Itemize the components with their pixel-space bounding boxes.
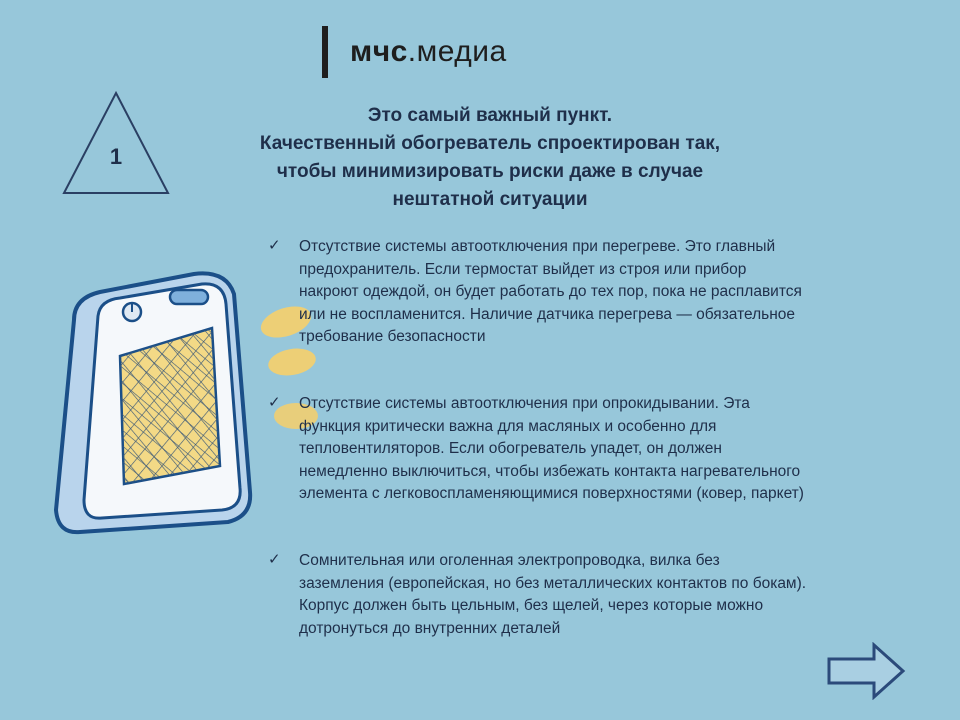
next-arrow-button[interactable] [826, 642, 906, 700]
headline-line: чтобы минимизировать риски даже в случае [276, 161, 704, 182]
headline-line: нештатной ситуации [392, 189, 588, 210]
headline-line: Качественный обогреватель спроектирован так, [259, 133, 721, 154]
bullet-text [299, 393, 917, 506]
bullet-line: предохранитель. Если термостат выйдет из строя или прибор [299, 260, 747, 278]
bullet-line: Сомнительная или оголенная электропроводка, вилка без [299, 552, 720, 569]
bullet-line: Отсутствие системы автоотключения при перегреве. Это главный [299, 238, 776, 255]
bullet-line: немедленно выключиться, чтобы избежать контакта нагревательного [299, 462, 801, 480]
bullet-line: накроют одеждой, он будет работать до тех пор, пока не расплавится [299, 283, 802, 301]
checkmark-icon: ✓ [268, 394, 281, 411]
bullet-text [299, 550, 917, 640]
bullet-line: функция критически важна для масляных и особенно для [299, 417, 717, 435]
arrow-right-icon [826, 642, 906, 700]
headline [170, 102, 810, 214]
brand-logo [322, 24, 507, 80]
bullet-line: дотронуться до внутренних деталей [299, 619, 561, 637]
bullet-line: тепловентиляторов. Если обогреватель упадет, он должен [299, 440, 722, 458]
logo-bar [322, 26, 328, 78]
bullet-line: заземления (европейская, но без металлических контактов по бокам). [299, 574, 807, 592]
bullet-line: Корпус должен быть цельным, без щелей, через которые можно [299, 597, 764, 615]
logo-suffix: .медиа [407, 35, 507, 68]
step-number: 1 [109, 144, 123, 169]
logo-text [350, 35, 507, 69]
logo-brand: мчс [350, 35, 408, 68]
step-triangle-icon [60, 90, 172, 196]
checkmark-icon: ✓ [268, 237, 281, 254]
checkmark-icon: ✓ [268, 551, 281, 568]
bullet-line: Отсутствие системы автоотключения при опрокидывании. Эта [299, 395, 750, 412]
bullet-line: элемента с легковоспламеняющимися поверхностями (ковер, паркет) [299, 485, 804, 503]
bullet-line: требование безопасности [299, 328, 486, 346]
bullet-line: или не воспламенится. Наличие датчика перегрева — обязательное [299, 305, 796, 323]
bullet-text [299, 236, 917, 349]
headline-line: Это самый важный пункт. [367, 105, 613, 126]
